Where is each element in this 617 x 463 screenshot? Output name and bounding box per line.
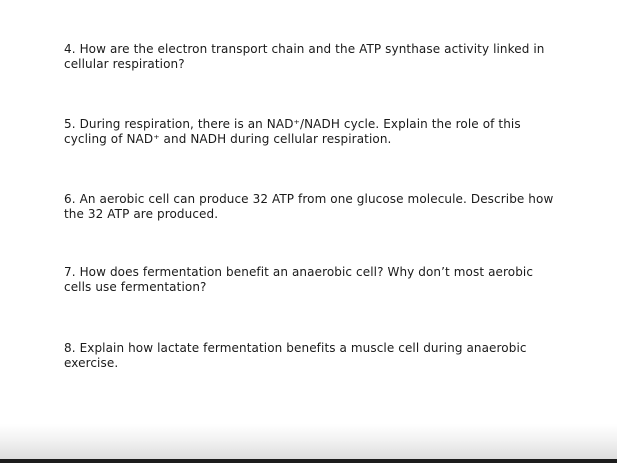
- question-7: 7. How does fermentation benefit an anaerobic cell? Why don’t most aerobic cells use fermentation?: [64, 265, 534, 294]
- page-bottom-shadow: [0, 424, 617, 460]
- question-8: 8. Explain how lactate fermentation benefits a muscle cell during anaerobic exercise.: [64, 341, 527, 370]
- viewer-bottom-bar: [0, 459, 617, 463]
- question-5: 5. During respiration, there is an NAD⁺/NADH cycle. Explain the role of this cycling of NAD⁺ and NADH during cellular respiration.: [64, 117, 521, 146]
- question-6: 6. An aerobic cell can produce 32 ATP from one glucose molecule. Describe how the 32 ATP are produced.: [64, 192, 554, 221]
- question-4: 4. How are the electron transport chain and the ATP synthase activity linked in cellular respiration?: [64, 42, 545, 71]
